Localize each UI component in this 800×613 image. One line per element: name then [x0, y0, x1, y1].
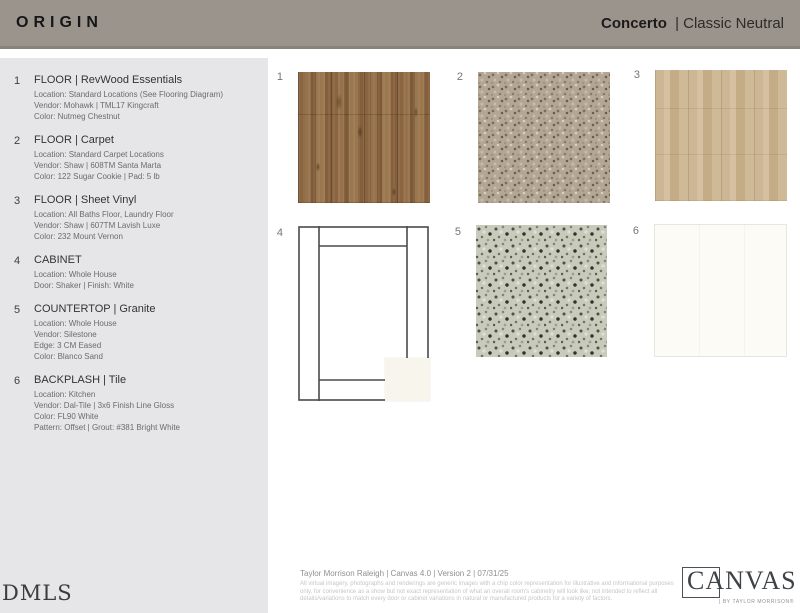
spec-detail: Color: Blanco Sand: [34, 352, 103, 361]
spec-detail: Vendor: Mohawk | TML17 Kingcraft: [34, 101, 159, 110]
spec-detail: Location: Whole House: [34, 319, 117, 328]
spec-number: 6: [14, 375, 21, 387]
spec-detail: Color: Nutmeg Chestnut: [34, 112, 120, 121]
swatch-white-tile: [654, 224, 787, 357]
swatch-wood-floor: [298, 72, 430, 203]
spec-detail: Pattern: Offset | Grout: #381 Bright White: [34, 423, 180, 432]
swatch-number-6: 6: [632, 225, 639, 237]
spec-detail: Vendor: Shaw | 608TM Santa Marta: [34, 161, 162, 170]
swatch-number-1: 1: [276, 71, 283, 83]
spec-number: 5: [14, 304, 21, 316]
swatch-number-2: 2: [456, 71, 463, 83]
spec-detail: Vendor: Shaw | 607TM Lavish Luxe: [34, 221, 161, 230]
spec-number: 2: [14, 135, 21, 147]
swatch-number-5: 5: [454, 226, 461, 238]
spec-detail: Location: Standard Locations (See Flooring Diagram): [34, 90, 223, 99]
spec-detail: Color: 122 Sugar Cookie | Pad: 5 lb: [34, 172, 160, 181]
spec-number: 3: [14, 195, 21, 207]
scheme-title: [601, 15, 784, 32]
spec-title: FLOOR | RevWood Essentials: [34, 74, 183, 86]
spec-title: FLOOR | Carpet: [34, 134, 114, 146]
spec-detail: Door: Shaker | Finish: White: [34, 281, 134, 290]
spec-detail: Location: Whole House: [34, 270, 117, 279]
swatch-number-3: 3: [633, 69, 640, 81]
series-title: ORIGIN: [16, 14, 103, 31]
spec-item-cabinet: [14, 254, 258, 291]
canvas-logo-text: CANVAS: [687, 566, 797, 595]
spec-title: CABINET: [34, 254, 82, 266]
dmls-watermark: DMLS: [2, 581, 73, 605]
spec-detail: Vendor: Silestone: [34, 330, 97, 339]
spec-item-floor-revwood: [14, 74, 258, 122]
spec-item-backsplash: [14, 374, 258, 433]
spec-detail: Vendor: Dal-Tile | 3x6 Finish Line Gloss: [34, 401, 175, 410]
tile-seam: [699, 225, 700, 356]
spec-title: COUNTERTOP | Granite: [34, 303, 156, 315]
spec-number: 4: [14, 255, 21, 267]
swatch-sheet-vinyl: [655, 70, 787, 201]
shaker-door-drawing: [298, 226, 429, 401]
spec-detail: Color: FL90 White: [34, 412, 99, 421]
spec-detail: Location: Kitchen: [34, 390, 96, 399]
tile-seam: [744, 225, 745, 356]
header-bar: [0, 0, 800, 49]
spec-detail: Color: 232 Mount Vernon: [34, 232, 123, 241]
spec-item-floor-vinyl: [14, 194, 258, 242]
scheme-name: Concerto: [601, 14, 667, 32]
spec-item-countertop: [14, 303, 258, 362]
canvas-logo: [682, 564, 796, 609]
scheme-palette: | Classic Neutral: [675, 14, 784, 32]
swatch-number-4: 4: [276, 227, 283, 239]
canvas-logo-tagline: | BY TAYLOR MORRISON®: [718, 599, 794, 605]
spec-detail: Location: All Baths Floor, Laundry Floor: [34, 210, 174, 219]
cabinet-white-finish-chip: [385, 358, 430, 401]
spec-detail: Location: Standard Carpet Locations: [34, 150, 164, 159]
spec-title: BACKPLASH | Tile: [34, 374, 127, 386]
spec-sidebar: [0, 58, 268, 613]
swatch-carpet: [478, 72, 610, 203]
footer-info-line: Taylor Morrison Raleigh | Canvas 4.0 | Version 2 | 07/31/25: [300, 569, 509, 578]
spec-number: 1: [14, 75, 21, 87]
spec-title: FLOOR | Sheet Vinyl: [34, 194, 137, 206]
spec-item-floor-carpet: [14, 134, 258, 182]
footer-disclaimer: All virtual imagery, photographs and renderings are generic images with a chip color representation for illustrative and informational purposes only, for convenience as a show but not exact representation of what an overall room's cabinetry will look like; not intended to reflect all details/variations to match every door or cabinet variations in natural or manufactured products for a variety of factors.: [300, 581, 674, 603]
swatch-granite: [476, 225, 607, 357]
spec-detail: Edge: 3 CM Eased: [34, 341, 102, 350]
